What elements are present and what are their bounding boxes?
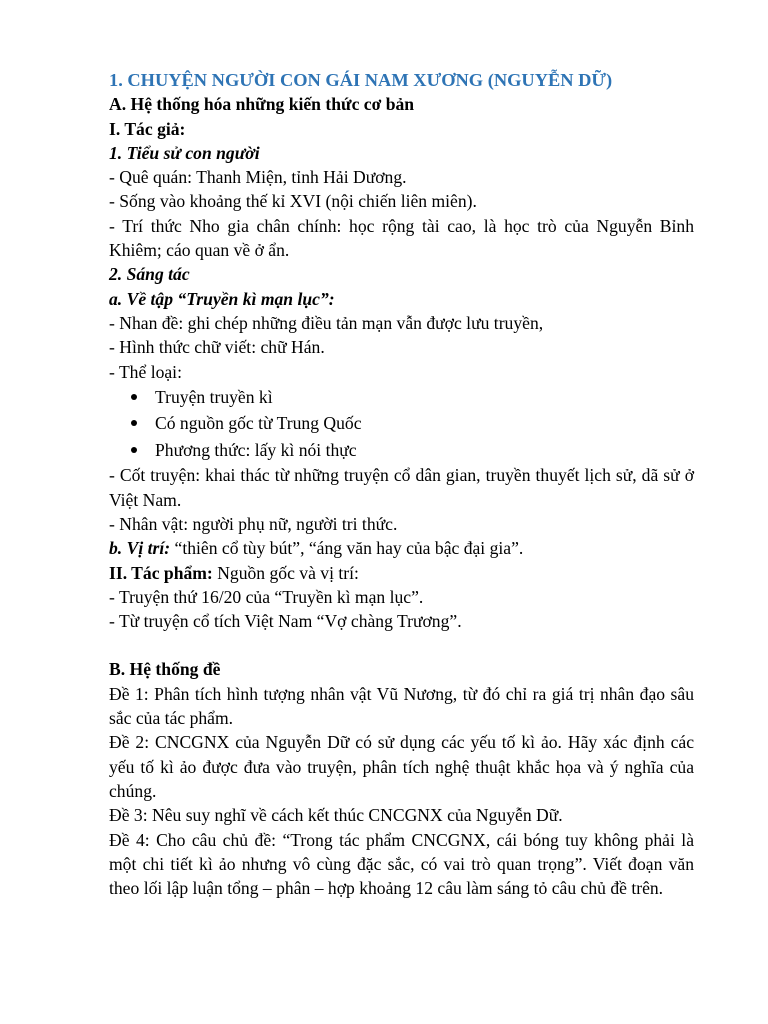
collection-item-title: - Nhan đề: ghi chép những điều tản mạn vẫn được lưu truyền, [109, 312, 544, 333]
genre-bullet-item: Truyện truyền kì [131, 384, 694, 411]
document-title: 1. CHUYỆN NGƯỜI CON GÁI NAM XƯƠNG (NGUYỄN DỮ) [109, 70, 613, 90]
document-page [109, 68, 694, 900]
section-b-heading: B. Hệ thống đề [109, 659, 221, 680]
collection-item-genre: - Thể loại: [109, 361, 182, 382]
bio-item-scholar: - Trí thức Nho gia chân chính: học rộng tài cao, là học trò của Nguyễn Bỉnh Khiêm; cáo quan về ở ẩn. [109, 215, 694, 261]
bio-item-era: - Sống vào khoảng thế kỉ XVI (nội chiến liên miên). [109, 191, 477, 212]
work-line [109, 561, 694, 585]
position-line [109, 536, 694, 560]
genre-bullet-list [109, 384, 694, 464]
section-a-heading: A. Hệ thống hóa những kiến thức cơ bản [109, 94, 415, 115]
author-heading: I. Tác giả: [109, 118, 186, 139]
collection-heading: a. Về tập “Truyền kì mạn lục”: [109, 288, 335, 309]
collection-item-script: - Hình thức chữ viết: chữ Hán. [109, 337, 325, 358]
works-heading: 2. Sáng tác [109, 264, 190, 285]
prompt-1: Đề 1: Phân tích hình tượng nhân vật Vũ Nương, từ đó chỉ ra giá trị nhân đạo sâu sắc của tác phẩm. [109, 683, 694, 729]
position-label: b. Vị trí: [109, 538, 171, 559]
position-text: “thiên cổ tùy bút”, “áng văn hay của bậc đại gia”. [170, 538, 524, 559]
work-item-order: - Truyện thứ 16/20 của “Truyền kì mạn lục”. [109, 586, 424, 607]
work-label: II. Tác phẩm: [109, 562, 213, 583]
prompt-4: Đề 4: Cho câu chủ đề: “Trong tác phẩm CNCGNX, cái bóng tuy không phải là một chi tiết kì ảo nhưng vô cùng đặc sắc, có vai trò quan trọng”. Viết đoạn văn theo lối lập luận tổng – phân – hợp khoảng 12 câu làm sáng tỏ câu chủ đề trên. [109, 829, 694, 899]
prompt-3: Đề 3: Nêu suy nghĩ về cách kết thúc CNCGNX của Nguyễn Dữ. [109, 805, 563, 826]
genre-bullet-item: Phương thức: lấy kì nói thực [131, 437, 694, 464]
characters-text: - Nhân vật: người phụ nữ, người tri thức. [109, 513, 398, 534]
work-item-source: - Từ truyện cổ tích Việt Nam “Vợ chàng Trương”. [109, 611, 462, 632]
bio-item-hometown: - Quê quán: Thanh Miện, tỉnh Hải Dương. [109, 167, 407, 188]
plot-text: - Cốt truyện: khai thác từ những truyện cổ dân gian, truyền thuyết lịch sử, dã sử ở Việt Nam. [109, 465, 694, 510]
section-spacer [109, 633, 694, 657]
bio-heading: 1. Tiểu sử con người [109, 142, 260, 163]
genre-bullet-item: Có nguồn gốc từ Trung Quốc [131, 410, 694, 437]
prompt-2: Đề 2: CNCGNX của Nguyễn Dữ có sử dụng các yếu tố kì ảo. Hãy xác định các yếu tố kì ảo được đưa vào truyện, phân tích nghệ thuật khắc họa và ý nghĩa của chúng. [109, 732, 694, 801]
work-text: Nguồn gốc và vị trí: [212, 562, 359, 583]
